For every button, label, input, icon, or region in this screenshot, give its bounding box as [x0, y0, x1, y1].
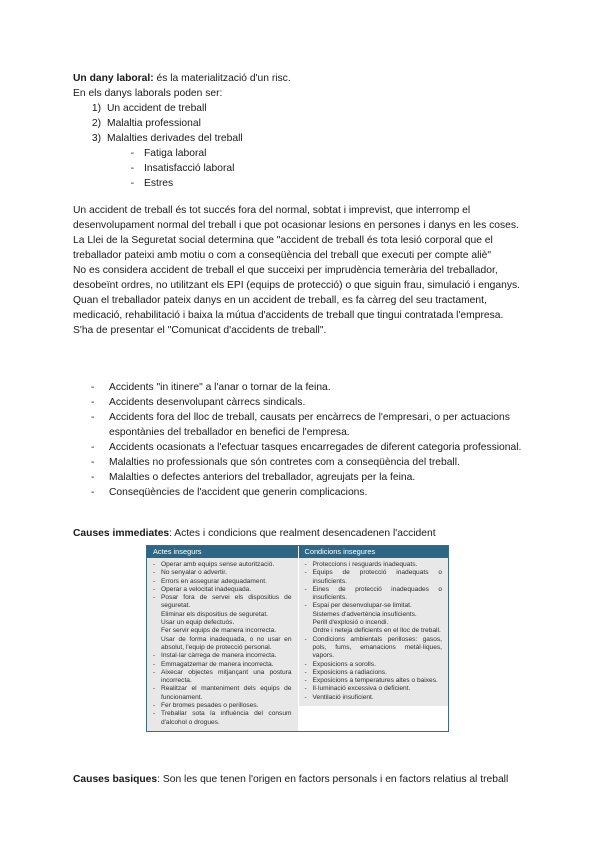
table-item-text: Usar de forma inadequada, o no usar en absolut, l'equip de protecció personal.: [161, 635, 292, 651]
bullet-list: [73, 380, 525, 500]
causes-immediates: [73, 526, 525, 541]
table-list-item: [153, 569, 292, 577]
numbered-item: 3) Malalties derivades del treball: [91, 133, 243, 144]
bullet-item: - Accidents desenvolupant càrrecs sindicals.: [91, 397, 306, 408]
table-item-dash: -: [304, 693, 307, 701]
bullet-item: - Accidents ocasionats a l'efectuar tasques encarregades de diferent categoria professional.: [91, 442, 522, 453]
causes-basiques: [73, 772, 525, 787]
table-item-dash: [305, 619, 313, 627]
bullet-item: - Malalties no professionals que són contretes com a conseqüència del treball.: [91, 457, 460, 468]
table-item-text: Realitzar el manteniment dels equips de funcionament.: [161, 685, 292, 701]
table-item-text: Espai per desenvolupar-se limitat.: [312, 602, 412, 610]
table-item-dash: -: [153, 702, 156, 710]
table-item-text: Il·luminació excessiva o deficient.: [312, 685, 411, 693]
table-item-dash: [305, 611, 313, 619]
table-list-item: [153, 594, 292, 611]
table-item-dash: -: [153, 585, 156, 593]
table-list-item: [153, 627, 292, 635]
table-item-text: Errors en assegurar adequadament.: [161, 577, 267, 585]
bullet-item: - Accidents "in itinere" a l'anar o tornar de la feina.: [91, 382, 331, 393]
table-item-text: Exposicions a sorolls.: [312, 660, 376, 668]
table-item-dash: -: [304, 585, 307, 593]
table-list-item: [305, 661, 443, 669]
table-list-item: [153, 661, 292, 669]
table-item-text: Posar fora de servei els dispositius de seguretat.: [161, 594, 292, 610]
intro-heading-line: [73, 71, 525, 86]
sub-item: - Insatisfacció laboral: [130, 163, 235, 174]
table-item-dash: -: [304, 668, 307, 676]
table-item-text: Eines de protecció inadequades o insuficients.: [312, 585, 442, 602]
table-item-text: Perill d'explosió o incendi.: [312, 619, 389, 627]
table-item-dash: -: [153, 652, 156, 660]
condicions-insegures-title: Condicions insegures: [299, 546, 449, 558]
table-list-item: [305, 669, 443, 677]
table-item-dash: -: [153, 710, 156, 718]
table-item-text: Fer bromes pesades o perilloses.: [161, 702, 259, 710]
table-list-item: [153, 578, 292, 586]
table-list-item: [153, 586, 292, 594]
table-item-dash: -: [304, 561, 307, 568]
numbered-item: 1) Un accident de treball: [91, 103, 207, 114]
table-item-dash: -: [304, 685, 307, 693]
table-list-item: [305, 619, 443, 627]
table-item-dash: -: [153, 660, 156, 668]
table-list-item: [305, 569, 443, 586]
table-item-text: Exposicions a temperatures altes o baixes.: [312, 677, 438, 685]
table-item-text: Instal·lar càrrega de manera incorrecta.: [161, 652, 277, 660]
intro-section: [73, 71, 525, 191]
table-item-text: Aixecar objectes mitjançant una postura incorrecta.: [161, 668, 292, 685]
bullet-item: - Malalties o defectes anteriors del treballador, agreujats per la feina.: [91, 472, 416, 483]
table-item-dash: -: [153, 561, 156, 568]
table-item-dash: -: [153, 569, 156, 577]
table-item-dash: -: [153, 594, 156, 602]
table-item-dash: -: [304, 660, 307, 668]
table-item-text: Ventilació insuficient.: [312, 693, 374, 701]
table-item-dash: [153, 636, 161, 653]
causes-basiques-text: : Son les que tenen l'origen en factors personals i en factors relatius al treball: [157, 774, 509, 785]
table-item-dash: -: [153, 577, 156, 585]
table-item-text: Ordre i neteja deficients en el lloc de treball.: [312, 627, 441, 635]
bullet-item: - Accidents fora del lloc de treball, causats per encàrrecs de l'empresari, o per actuacions espontànies del treballador en benefici de l'empresa.: [91, 412, 510, 438]
table-list-item: [305, 586, 443, 603]
table-item-text: Condicions ambientals perilloses: gasos, pols, fums, emanacions metàl·liques, vapors.: [312, 635, 442, 660]
sub-item: - Fatiga laboral: [130, 148, 207, 159]
table-list-item: [305, 685, 443, 693]
table-item-text: Exposicions a radiacions.: [312, 668, 387, 676]
table-item-text: Usar un equip defectuós.: [161, 619, 235, 627]
table-list-item: [153, 710, 292, 727]
table-item-dash: -: [304, 677, 307, 685]
paragraphs-section: [73, 203, 525, 338]
table-list-item: [305, 627, 443, 635]
table-item-text: Operar amb equips sense autorització.: [161, 561, 275, 568]
table-list-item: [305, 611, 443, 619]
table-list-item: [305, 561, 443, 569]
table-list-item: [305, 677, 443, 685]
causes-immediates-text: : Actes i condicions que realment desencadenen l'accident: [169, 528, 436, 539]
causes-immediates-heading: Causes immediates: [73, 528, 170, 539]
paragraph: Un accident de treball és tot succés fora del normal, sobtat i imprevist, que interromp el desenvolupament normal del treball i que pot ocasionar lesions en persones i danys en les coses.: [73, 205, 519, 231]
paragraph: No es considera accident de treball el que succeixi per imprudència temerària del treballador, desobeïnt ordres, no utilitzant els EPI (equips de protecció) o que siguin frau, simulació i enganys.: [73, 265, 521, 291]
causes-basiques-heading: Causes basiques: [73, 774, 158, 785]
actes-insegurs-title: Actes insegurs: [147, 546, 298, 558]
table-item-text: Eliminar els dispositius de seguretat.: [161, 610, 269, 618]
condicions-insegures-list: [299, 558, 449, 706]
table-list-item: [153, 561, 292, 569]
table-item-dash: [153, 611, 161, 619]
table-item-dash: -: [304, 635, 307, 643]
table-list-item: [153, 652, 292, 660]
table-item-dash: -: [153, 668, 156, 676]
table-item-dash: -: [304, 569, 307, 577]
table-item-text: Treballar sota la influència del consum d'alcohol o drogues.: [161, 710, 292, 726]
table-list-item: [153, 669, 292, 686]
table-item-dash: [153, 619, 161, 627]
condicions-insegures-column: [298, 546, 449, 731]
paragraph: La Llei de la Seguretat social determina que "accident de treball és tota lesió corporal que el treballador pateixi amb motiu o com a conseqüència del treball que executi per compte aliè": [73, 235, 493, 261]
table-list-item: [305, 694, 443, 702]
table-item-dash: [153, 627, 161, 635]
table-item-dash: -: [153, 685, 156, 693]
table-list-item: [153, 611, 292, 619]
table-item-text: Fer servir equips de manera incorrecta.: [161, 627, 277, 635]
actes-insegurs-column: [147, 546, 298, 731]
table-item-text: Operar a velocitat inadequada.: [161, 585, 252, 593]
bullet-item: - Conseqüències de l'accident que generin complicacions.: [91, 487, 368, 498]
table-item-text: Sistemes d'advertència insuficients.: [312, 610, 417, 618]
table-item-text: No senyalar o advertir.: [161, 569, 227, 577]
table-item-text: Emmagatzemar de manera incorrecta.: [161, 660, 274, 668]
list-intro: En els danys laborals poden ser:: [73, 88, 223, 99]
causes-table: [146, 545, 449, 732]
table-item-text: Proteccions i resguards inadequats.: [312, 561, 418, 568]
table-item-dash: -: [304, 602, 307, 610]
intro-heading-rest: és la materialització d'un risc.: [153, 73, 291, 84]
table-list-item: [305, 602, 443, 610]
table-list-item: [305, 636, 443, 661]
numbered-item: 2) Malaltia professional: [91, 118, 201, 129]
paragraph: Quan el treballador pateix danys en un accident de treball, es fa càrreg del seu tractament, medicació, rehabilitació i baixa la mútua d'accidents de treball que tingui contratada l'empresa. S'ha de presentar el "Comunicat d'accidents de treball".: [73, 295, 504, 336]
table-list-item: [153, 702, 292, 710]
actes-insegurs-list: [147, 558, 298, 731]
table-list-item: [153, 636, 292, 653]
intro-heading: Un dany laboral:: [73, 73, 154, 84]
table-item-dash: [305, 627, 313, 635]
table-list-item: [153, 619, 292, 627]
table-list-item: [153, 685, 292, 702]
sub-item: - Estres: [130, 178, 174, 189]
table-item-text: Equips de protecció inadequats o insuficients.: [312, 569, 442, 585]
